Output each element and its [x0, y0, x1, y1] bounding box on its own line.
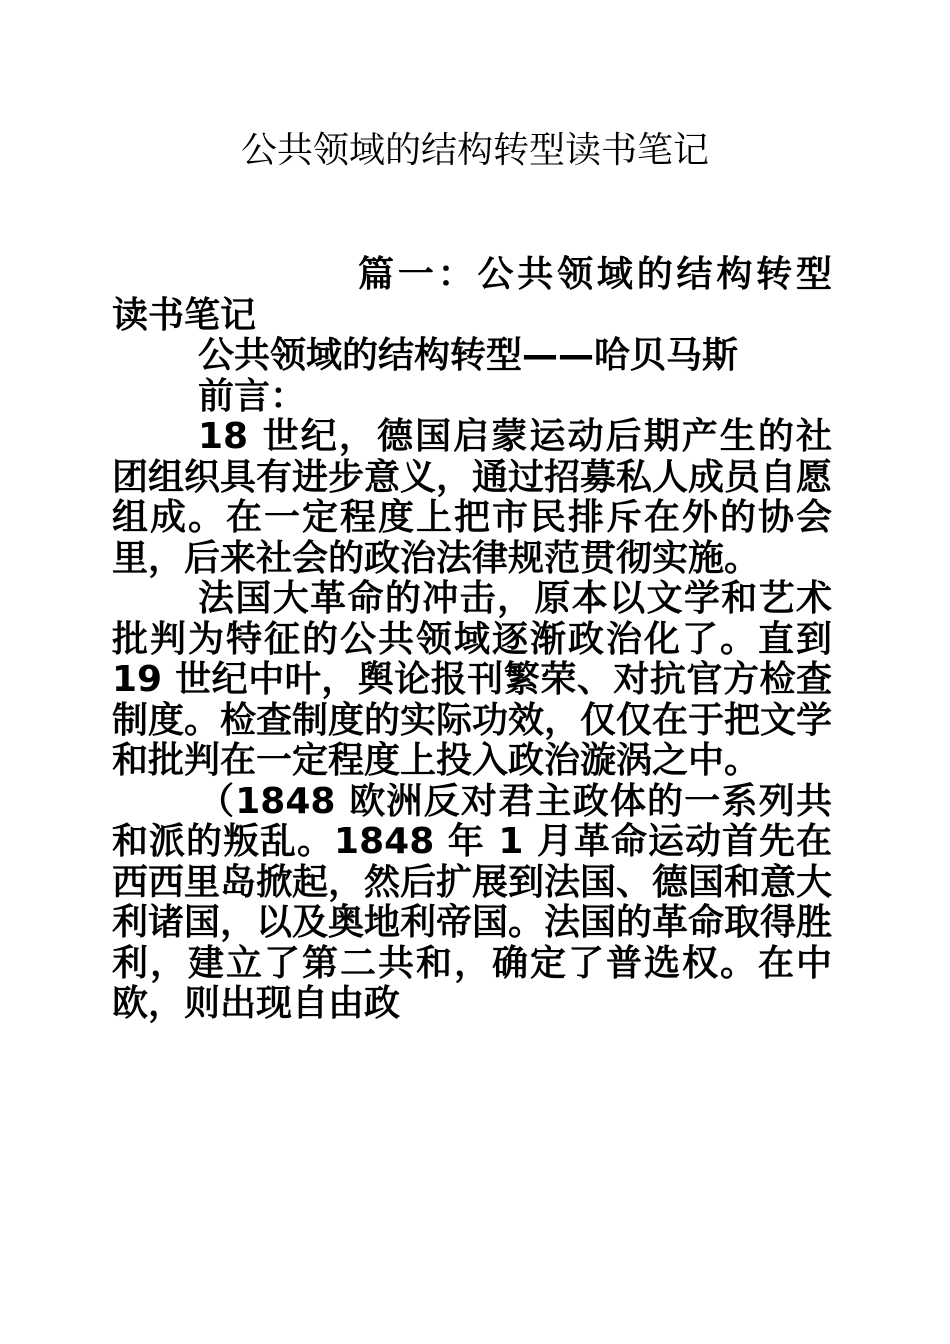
paragraph-1: 18 世纪，德国启蒙运动后期产生的社团组织具有进步意义，通过招募私人成员自愿组成。在一定程度上把市民排斥在外的协会里，后来社会的政治法律规范贯彻实施。	[112, 416, 833, 579]
paragraph-3: （1848 欧洲反对君主政体的一系列共和派的叛乱。1848 年 1 月革命运动首先在西西里岛掀起，然后扩展到法国、德国和意大利诸国，以及奥地利帝国。法国的革命取得胜利，建立了第二共和，确定了普选权。在中欧，则出现自由政	[112, 780, 833, 1024]
section-heading: 篇一：公共领域的结构转型 读书笔记	[112, 254, 832, 336]
document-subtitle: 公共领域的结构转型——哈贝马斯	[198, 335, 739, 376]
preface-label: 前言：	[198, 375, 307, 417]
document-body	[112, 255, 832, 1025]
document-title: 公共领域的结构转型读书笔记	[240, 130, 709, 171]
paragraph-2: 法国大革命的冲击，原本以文学和艺术批判为特征的公共领域逐渐政治化了。直到 19 世纪中叶，舆论报刊繁荣、对抗官方检查制度。检查制度的实际功效，仅仅在于把文学和批判在一定程度上投入政治漩涡之中。	[112, 578, 833, 781]
